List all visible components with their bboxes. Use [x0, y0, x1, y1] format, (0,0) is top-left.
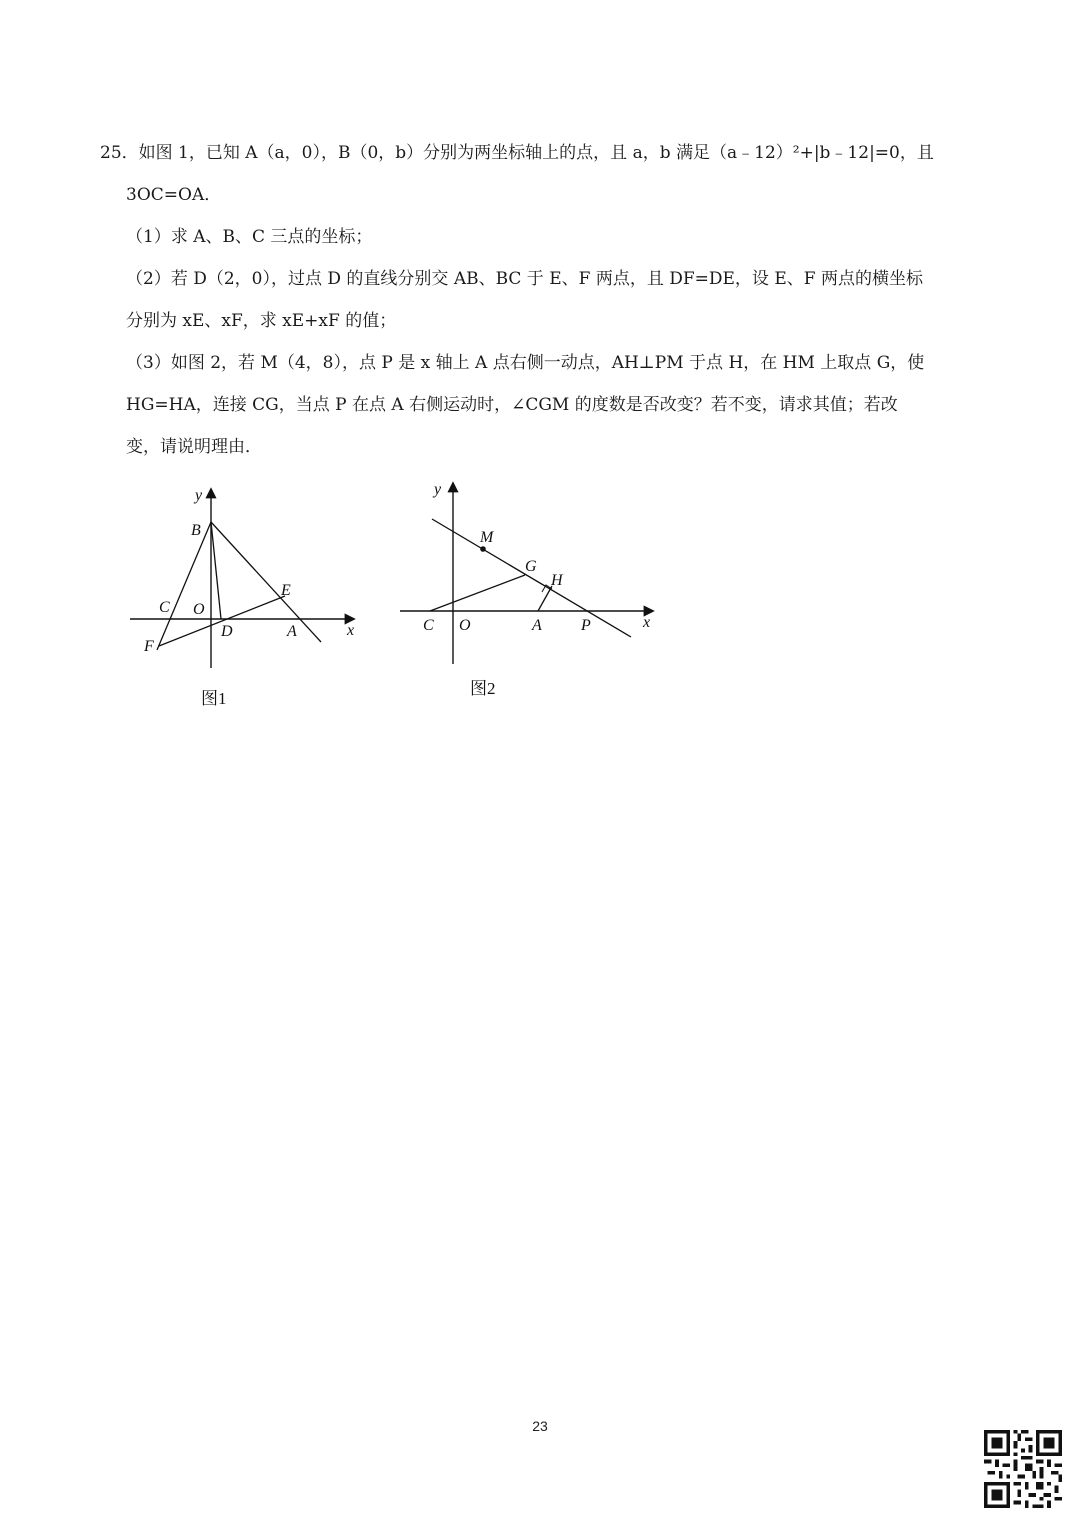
problem-line-2: 3OC=OA．	[126, 185, 222, 205]
problem-part-2: （2）若 D（2，0），过点 D 的直线分别交 AB、BC 于 E、F 两点，且 DF=DE，设 E、F 两点的横坐标	[126, 269, 923, 289]
fig1-caption: 图1	[201, 689, 227, 708]
problem-part-1: （1）求 A、B、C 三点的坐标；	[126, 227, 373, 247]
fig1-label-D: D	[221, 623, 233, 640]
fig1-label-y: y	[195, 487, 203, 504]
fig2-label-A: A	[532, 617, 542, 634]
problem-25	[100, 132, 980, 468]
fig1-label-x: x	[347, 622, 355, 639]
figure-2-diagram	[392, 478, 667, 708]
fig2-line-AH	[538, 586, 552, 611]
fig1-label-A: A	[287, 623, 297, 640]
fig2-label-O: O	[459, 617, 471, 634]
qr-code-icon	[984, 1430, 1062, 1508]
fig1-label-F: F	[144, 638, 154, 655]
problem-part-3-cont: HG=HA，连接 CG，当点 P 在点 A 右侧运动时，∠CGM 的度数是否改变？若不变，请求其值；若改	[126, 395, 898, 415]
figure-1-diagram	[125, 478, 365, 718]
fig2-caption: 图2	[470, 679, 496, 698]
figure-2	[392, 478, 667, 708]
problem-line-1: 25．如图 1，已知 A（a，0），B（0，b）分别为两坐标轴上的点，且 a，b 满足（a﹣12）²+|b﹣12|=0，且	[100, 143, 934, 163]
fig1-label-O: O	[193, 601, 205, 618]
fig2-label-x: x	[643, 614, 651, 631]
fig2-line-CG	[430, 575, 525, 611]
fig1-label-E: E	[281, 582, 291, 599]
problem-part-3: （3）如图 2，若 M（4，8），点 P 是 x 轴上 A 点右侧一动点，AH⊥PM 于点 H，在 HM 上取点 G，使	[126, 353, 925, 373]
fig1-label-B: B	[191, 522, 201, 539]
fig1-line-BC	[157, 522, 211, 650]
fig1-label-C: C	[159, 599, 170, 616]
fig2-label-H: H	[551, 572, 563, 589]
fig1-line-BD	[211, 522, 221, 619]
problem-part-3-end: 变，请说明理由．	[126, 437, 262, 457]
fig2-point-M	[480, 546, 486, 552]
fig2-label-M: M	[480, 529, 494, 546]
fig2-label-y: y	[434, 481, 442, 498]
fig2-label-C: C	[423, 617, 434, 634]
figure-1	[125, 478, 365, 718]
fig2-label-P: P	[581, 617, 591, 634]
page-number: 23	[532, 1418, 548, 1434]
problem-part-2-cont: 分别为 xE、xF，求 xE+xF 的值；	[126, 311, 397, 331]
fig2-label-G: G	[525, 558, 537, 575]
